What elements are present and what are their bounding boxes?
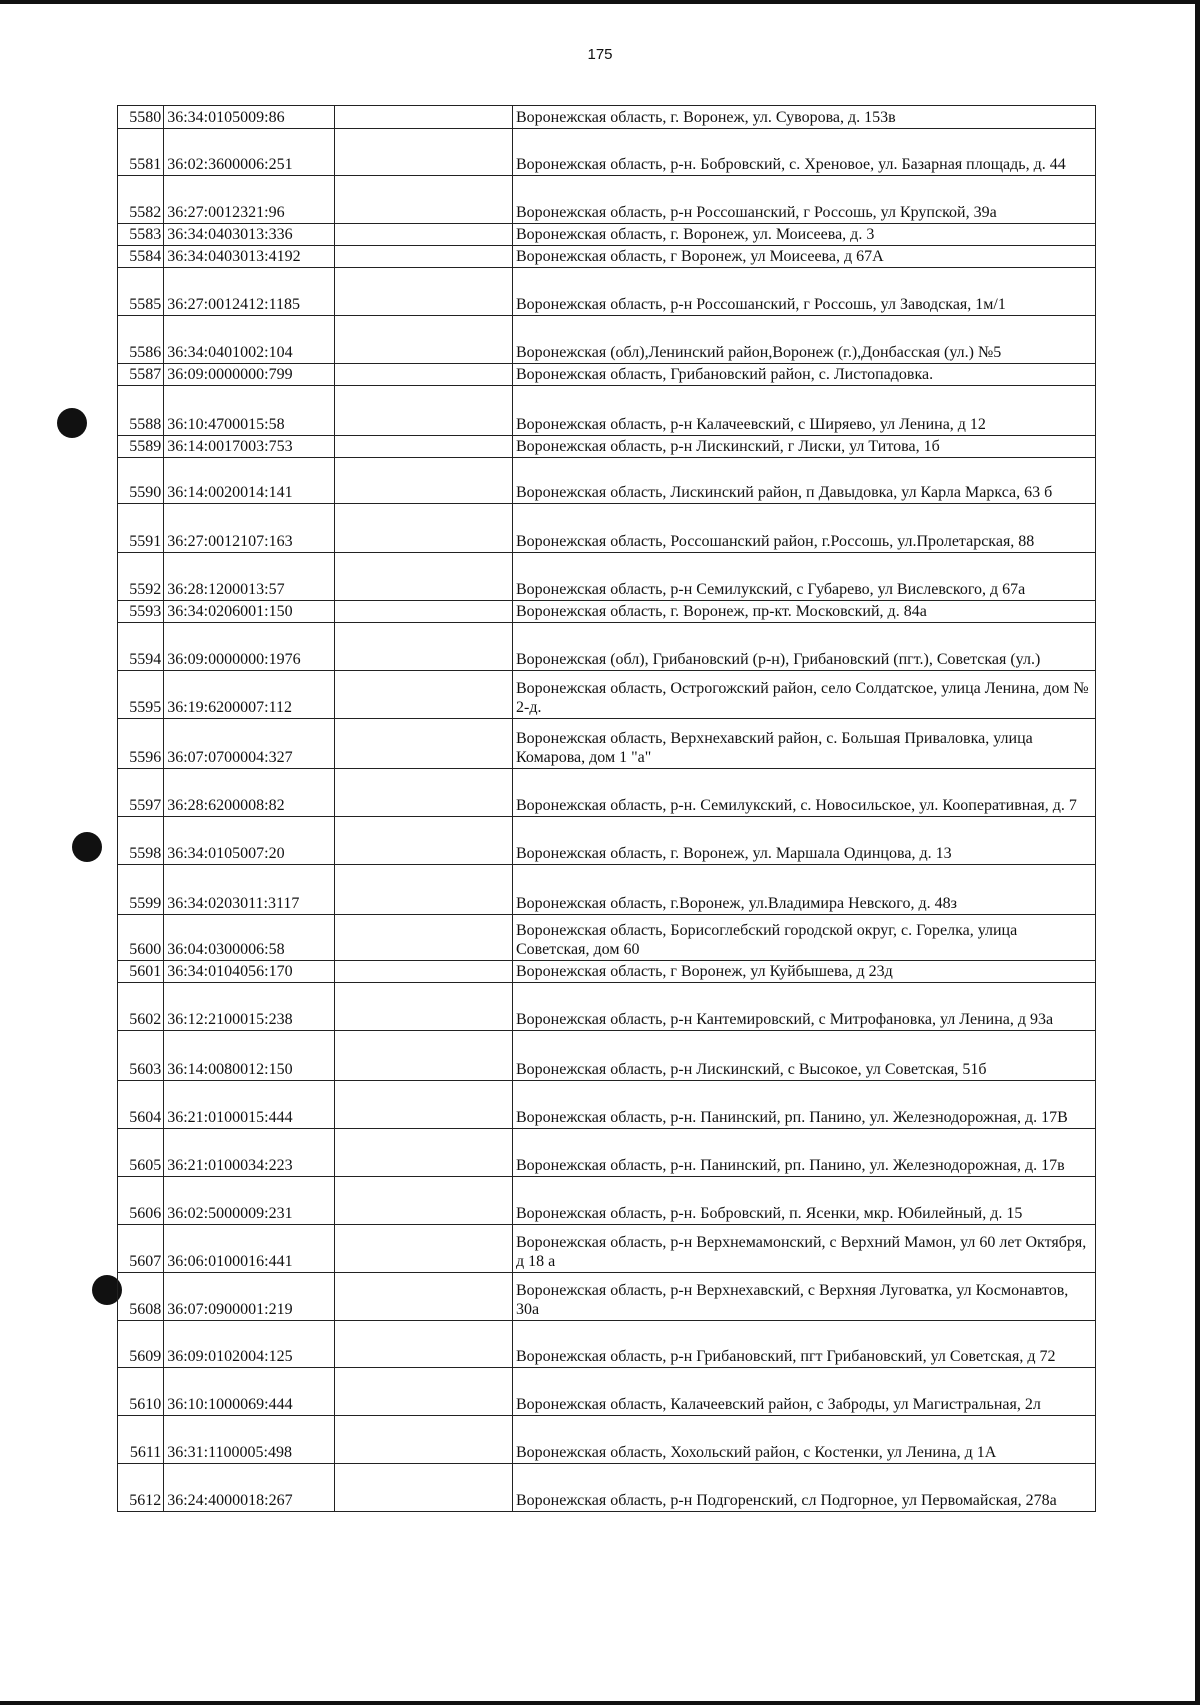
table-row (118, 671, 1096, 719)
row-number: 5583 (118, 224, 164, 246)
table-body (118, 106, 1096, 1512)
address: Воронежская (обл), Грибановский (р-н), Грибановский (пгт.), Советская (ул.) (513, 623, 1096, 671)
cadastral-number: 36:28:6200008:82 (164, 769, 335, 817)
table-row (118, 623, 1096, 671)
cadastral-number: 36:10:4700015:58 (164, 386, 335, 436)
address: Воронежская область, р-н Россошанский, г Россошь, ул Крупской, 39а (513, 176, 1096, 224)
row-number: 5594 (118, 623, 164, 671)
empty-cell (335, 601, 513, 623)
cadastral-number: 36:27:0012321:96 (164, 176, 335, 224)
empty-cell (335, 671, 513, 719)
table-row (118, 1225, 1096, 1273)
table-row (118, 1129, 1096, 1177)
address: Воронежская область, г Воронеж, ул Куйбышева, д 23д (513, 961, 1096, 983)
row-number: 5580 (118, 106, 164, 129)
cadastral-number: 36:34:0403013:4192 (164, 246, 335, 268)
cadastral-number: 36:21:0100015:444 (164, 1081, 335, 1129)
row-number: 5596 (118, 719, 164, 769)
cadastral-number: 36:04:0300006:58 (164, 915, 335, 961)
empty-cell (335, 224, 513, 246)
cadastral-table (117, 105, 1096, 1512)
address: Воронежская область, г Воронеж, ул Моисеева, д 67А (513, 246, 1096, 268)
cadastral-number: 36:34:0203011:3117 (164, 865, 335, 915)
cadastral-number: 36:34:0104056:170 (164, 961, 335, 983)
table-row (118, 176, 1096, 224)
cadastral-number: 36:31:1100005:498 (164, 1416, 335, 1464)
address: Воронежская область, р-н Кантемировский, с Митрофановка, ул Ленина, д 93а (513, 983, 1096, 1031)
row-number: 5603 (118, 1031, 164, 1081)
punch-hole-mark (72, 832, 102, 862)
row-number: 5606 (118, 1177, 164, 1225)
empty-cell (335, 961, 513, 983)
row-number: 5599 (118, 865, 164, 915)
row-number: 5593 (118, 601, 164, 623)
row-number: 5586 (118, 316, 164, 364)
empty-cell (335, 1081, 513, 1129)
empty-cell (335, 386, 513, 436)
cadastral-number: 36:06:0100016:441 (164, 1225, 335, 1273)
cadastral-number: 36:27:0012412:1185 (164, 268, 335, 316)
empty-cell (335, 364, 513, 386)
empty-cell (335, 268, 513, 316)
empty-cell (335, 1225, 513, 1273)
table-row (118, 458, 1096, 504)
table-row (118, 436, 1096, 458)
empty-cell (335, 1321, 513, 1368)
address: Воронежская область, р-н Верхнехавский, с Верхняя Луговатка, ул Космонавтов, 30а (513, 1273, 1096, 1321)
address: Воронежская область, р-н Подгоренский, сл Подгорное, ул Первомайская, 278а (513, 1464, 1096, 1512)
cadastral-number: 36:34:0105007:20 (164, 817, 335, 865)
address: Воронежская область, Хохольский район, с Костенки, ул Ленина, д 1А (513, 1416, 1096, 1464)
row-number: 5601 (118, 961, 164, 983)
address: Воронежская область, р-н. Панинский, рп. Панино, ул. Железнодорожная, д. 17В (513, 1081, 1096, 1129)
address: Воронежская область, р-н Россошанский, г Россошь, ул Заводская, 1м/1 (513, 268, 1096, 316)
scan-border-right (1195, 0, 1200, 1705)
row-number: 5590 (118, 458, 164, 504)
empty-cell (335, 865, 513, 915)
cadastral-number: 36:07:0900001:219 (164, 1273, 335, 1321)
cadastral-number: 36:14:0017003:753 (164, 436, 335, 458)
empty-cell (335, 246, 513, 268)
empty-cell (335, 915, 513, 961)
row-number: 5591 (118, 504, 164, 553)
table-row (118, 817, 1096, 865)
cadastral-number: 36:21:0100034:223 (164, 1129, 335, 1177)
address: Воронежская область, г.Воронеж, ул.Владимира Невского, д. 48з (513, 865, 1096, 915)
address: Воронежская область, р-н. Бобровский, с. Хреновое, ул. Базарная площадь, д. 44 (513, 129, 1096, 176)
cadastral-number: 36:02:3600006:251 (164, 129, 335, 176)
cadastral-number: 36:34:0403013:336 (164, 224, 335, 246)
address: Воронежская область, р-н. Семилукский, с. Новосильское, ул. Кооперативная, д. 7 (513, 769, 1096, 817)
table-row (118, 364, 1096, 386)
address: Воронежская область, г. Воронеж, ул. Суворова, д. 153в (513, 106, 1096, 129)
cadastral-number: 36:10:1000069:444 (164, 1368, 335, 1416)
row-number: 5600 (118, 915, 164, 961)
cadastral-number: 36:09:0102004:125 (164, 1321, 335, 1368)
address: Воронежская область, р-н. Панинский, рп. Панино, ул. Железнодорожная, д. 17в (513, 1129, 1096, 1177)
table-row (118, 553, 1096, 601)
address: Воронежская область, г. Воронеж, пр-кт. Московский, д. 84а (513, 601, 1096, 623)
table-row (118, 386, 1096, 436)
row-number: 5611 (118, 1416, 164, 1464)
row-number: 5598 (118, 817, 164, 865)
empty-cell (335, 817, 513, 865)
table-row (118, 1081, 1096, 1129)
row-number: 5592 (118, 553, 164, 601)
empty-cell (335, 1031, 513, 1081)
address: Воронежская область, р-н. Бобровский, п. Ясенки, мкр. Юбилейный, д. 15 (513, 1177, 1096, 1225)
row-number: 5604 (118, 1081, 164, 1129)
cadastral-number: 36:09:0000000:799 (164, 364, 335, 386)
scan-border-bottom (0, 1701, 1200, 1705)
row-number: 5582 (118, 176, 164, 224)
cadastral-number: 36:07:0700004:327 (164, 719, 335, 769)
row-number: 5597 (118, 769, 164, 817)
cadastral-number: 36:27:0012107:163 (164, 504, 335, 553)
row-number: 5607 (118, 1225, 164, 1273)
row-number: 5602 (118, 983, 164, 1031)
address: Воронежская область, Борисоглебский городской округ, с. Горелка, улица Советская, дом 60 (513, 915, 1096, 961)
table-row (118, 601, 1096, 623)
cadastral-number: 36:19:6200007:112 (164, 671, 335, 719)
page-number: 175 (587, 46, 613, 63)
address: Воронежская область, г. Воронеж, ул. Маршала Одинцова, д. 13 (513, 817, 1096, 865)
table-row (118, 246, 1096, 268)
table-row (118, 1031, 1096, 1081)
empty-cell (335, 316, 513, 364)
cadastral-number: 36:34:0401002:104 (164, 316, 335, 364)
table-row (118, 983, 1096, 1031)
address: Воронежская область, Россошанский район, г.Россошь, ул.Пролетарская, 88 (513, 504, 1096, 553)
cadastral-number: 36:09:0000000:1976 (164, 623, 335, 671)
table-row (118, 1464, 1096, 1512)
table-row (118, 915, 1096, 961)
empty-cell (335, 458, 513, 504)
address: Воронежская область, г. Воронеж, ул. Моисеева, д. 3 (513, 224, 1096, 246)
row-number: 5595 (118, 671, 164, 719)
empty-cell (335, 553, 513, 601)
empty-cell (335, 1129, 513, 1177)
row-number: 5587 (118, 364, 164, 386)
empty-cell (335, 623, 513, 671)
row-number: 5584 (118, 246, 164, 268)
table-row (118, 316, 1096, 364)
empty-cell (335, 983, 513, 1031)
table-row (118, 1321, 1096, 1368)
row-number: 5581 (118, 129, 164, 176)
row-number: 5589 (118, 436, 164, 458)
table-row (118, 769, 1096, 817)
table-row (118, 1368, 1096, 1416)
table-row (118, 719, 1096, 769)
empty-cell (335, 719, 513, 769)
cadastral-number: 36:34:0105009:86 (164, 106, 335, 129)
scan-border-top (0, 0, 1200, 4)
table-row (118, 961, 1096, 983)
address: Воронежская область, Верхнехавский район, с. Большая Приваловка, улица Комарова, дом 1 "а" (513, 719, 1096, 769)
address: Воронежская область, р-н Лискинский, с Высокое, ул Советская, 51б (513, 1031, 1096, 1081)
cadastral-number: 36:24:4000018:267 (164, 1464, 335, 1512)
empty-cell (335, 129, 513, 176)
row-number: 5608 (118, 1273, 164, 1321)
row-number: 5605 (118, 1129, 164, 1177)
address: Воронежская область, р-н Верхнемамонский, с Верхний Мамон, ул 60 лет Октября, д 18 а (513, 1225, 1096, 1273)
empty-cell (335, 769, 513, 817)
empty-cell (335, 1464, 513, 1512)
cadastral-number: 36:12:2100015:238 (164, 983, 335, 1031)
empty-cell (335, 1177, 513, 1225)
empty-cell (335, 1368, 513, 1416)
cadastral-number: 36:14:0020014:141 (164, 458, 335, 504)
empty-cell (335, 106, 513, 129)
row-number: 5612 (118, 1464, 164, 1512)
address: Воронежская область, р-н Калачеевский, с Ширяево, ул Ленина, д 12 (513, 386, 1096, 436)
cadastral-number: 36:28:1200013:57 (164, 553, 335, 601)
address: Воронежская область, р-н Лискинский, г Лиски, ул Титова, 1б (513, 436, 1096, 458)
cadastral-number: 36:02:5000009:231 (164, 1177, 335, 1225)
row-number: 5609 (118, 1321, 164, 1368)
table-row (118, 504, 1096, 553)
table-row (118, 1416, 1096, 1464)
cadastral-number: 36:34:0206001:150 (164, 601, 335, 623)
row-number: 5610 (118, 1368, 164, 1416)
empty-cell (335, 176, 513, 224)
table-row (118, 1273, 1096, 1321)
address: Воронежская область, р-н Грибановский, пгт Грибановский, ул Советская, д 72 (513, 1321, 1096, 1368)
table-row (118, 224, 1096, 246)
address: Воронежская (обл),Ленинский район,Воронеж (г.),Донбасская (ул.) №5 (513, 316, 1096, 364)
table-row (118, 865, 1096, 915)
address: Воронежская область, Лискинский район, п Давыдовка, ул Карла Маркса, 63 б (513, 458, 1096, 504)
address: Воронежская область, Грибановский район, с. Листопадовка. (513, 364, 1096, 386)
address: Воронежская область, р-н Семилукский, с Губарево, ул Вислевского, д 67а (513, 553, 1096, 601)
table-row (118, 129, 1096, 176)
address: Воронежская область, Калачеевский район, с Заброды, ул Магистральная, 2л (513, 1368, 1096, 1416)
table-row (118, 1177, 1096, 1225)
address: Воронежская область, Острогожский район, село Солдатское, улица Ленина, дом № 2-д. (513, 671, 1096, 719)
empty-cell (335, 1273, 513, 1321)
empty-cell (335, 1416, 513, 1464)
empty-cell (335, 436, 513, 458)
table-row (118, 268, 1096, 316)
punch-hole-mark (57, 408, 87, 438)
empty-cell (335, 504, 513, 553)
table-row (118, 106, 1096, 129)
row-number: 5585 (118, 268, 164, 316)
cadastral-number: 36:14:0080012:150 (164, 1031, 335, 1081)
row-number: 5588 (118, 386, 164, 436)
